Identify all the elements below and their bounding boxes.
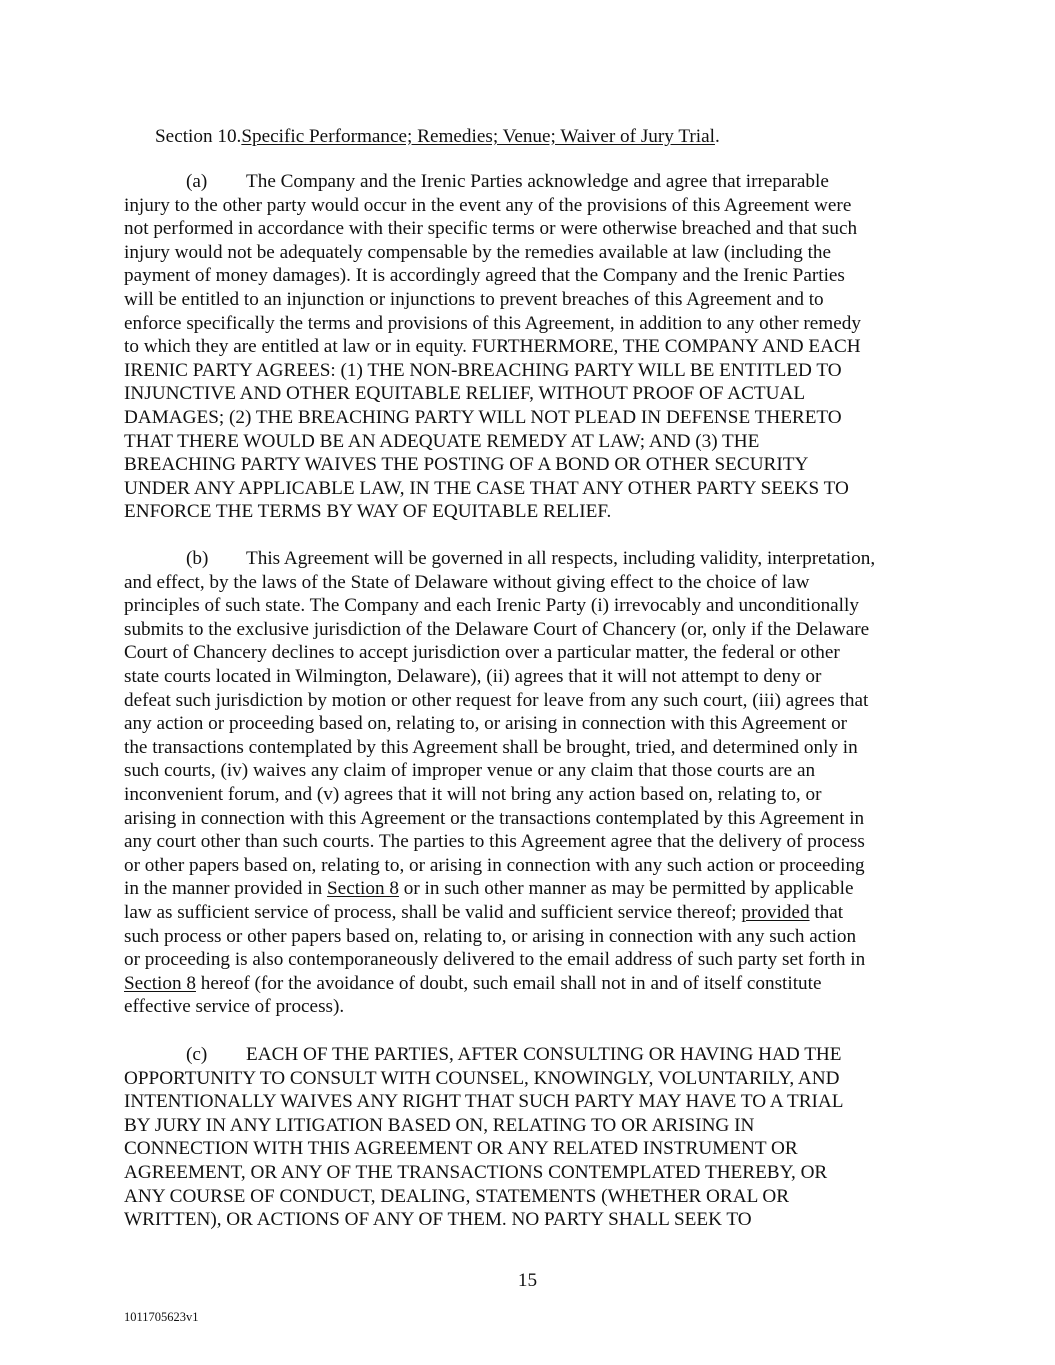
paragraph-a [124,170,934,524]
paragraph-line: to which they are entitled at law or in equity. FURTHERMORE, THE COMPANY AND EACH [124,336,861,358]
paragraph-label: (b) [186,548,209,569]
paragraph-line: law as sufficient service of process, shall be valid and sufficient service thereof; provided that [124,901,844,923]
paragraph-line: BREACHING PARTY WAIVES THE POSTING OF A BOND OR OTHER SECURITY [124,454,809,476]
paragraph-line: BY JURY IN ANY LITIGATION BASED ON, RELATING TO OR ARISING IN [124,1114,755,1136]
paragraph-line: ENFORCE THE TERMS BY WAY OF EQUITABLE RELIEF. [124,501,612,523]
paragraph-line: any court other than such courts. The parties to this Agreement agree that the delivery of process [124,831,865,853]
paragraph-line: state courts located in Wilmington, Delaware), (ii) agrees that it will not attempt to deny or [124,665,822,687]
paragraph-line: (b) This Agreement will be governed in all respects, including validity, interpretation, [186,548,876,569]
paragraph-line: such courts, (iv) waives any claim of improper venue or any claim that those courts are an [124,760,816,782]
paragraph-line: injury to the other party would occur in the event any of the provisions of this Agreement were [124,194,852,216]
paragraph-line: DAMAGES; (2) THE BREACHING PARTY WILL NOT PLEAD IN DEFENSE THERETO [124,406,842,428]
paragraph-line: injury would not be adequately compensable by the remedies available at law (including the [124,241,832,263]
paragraph-line: submits to the exclusive jurisdiction of the Delaware Court of Chancery (or, only if the Delaware [124,618,870,640]
section-title-period: . [714,126,720,147]
paragraph-line: IRENIC PARTY AGREES: (1) THE NON-BREACHING PARTY WILL BE ENTITLED TO [124,359,842,381]
paragraph-line: or proceeding is also contemporaneously delivered to the email address of such party set forth in [124,949,866,971]
paragraph-line: in the manner provided in Section 8 or in such other manner as may be permitted by applicable [124,878,854,900]
paragraph-line: not performed in accordance with their specific terms or were otherwise breached and that such [124,218,858,240]
paragraph-line: inconvenient forum, and (v) agrees that it will not bring any action based on, relating to, or [124,783,822,805]
document-id: 1011705623v1 [124,1310,199,1324]
paragraph-line: (c) EACH OF THE PARTIES, AFTER CONSULTING OR HAVING HAD THE [186,1044,842,1065]
section-title: Specific Performance; Remedies; Venue; Waiver of Jury Trial [241,126,715,147]
paragraph-line: WRITTEN), OR ACTIONS OF ANY OF THEM. NO PARTY SHALL SEEK TO [124,1209,752,1231]
paragraph-line: any action or proceeding based on, relating to, or arising in connection with this Agreement or [124,713,848,735]
paragraph-line: such process or other papers based on, relating to, or arising in connection with any such action [124,925,857,947]
paragraph-line: Court of Chancery declines to accept jurisdiction over a particular matter, the federal or other [124,642,840,664]
paragraph-label: (c) [186,1044,208,1065]
paragraph-line: payment of money damages). It is accordingly agreed that the Company and the Irenic Parties [124,265,845,287]
section-label: Section 10. [155,126,242,147]
paragraph-line: principles of such state. The Company and each Irenic Party (i) irrevocably and unconditionally [124,595,859,617]
paragraph-line: UNDER ANY APPLICABLE LAW, IN THE CASE THAT ANY OTHER PARTY SEEKS TO [124,477,849,499]
paragraph-line: (a) The Company and the Irenic Parties acknowledge and agree that irreparable [186,171,829,192]
paragraph-line: and effect, by the laws of the State of Delaware without giving effect to the choice of law [124,571,810,593]
provided-term: provided [741,901,810,923]
paragraph-c [124,1043,934,1232]
paragraph-line: CONNECTION WITH THIS AGREEMENT OR ANY RELATED INSTRUMENT OR [124,1138,798,1160]
paragraph-line: THAT THERE WOULD BE AN ADEQUATE REMEDY AT LAW; AND (3) THE [124,430,760,452]
paragraph-label: (a) [186,171,208,192]
paragraph-line: will be entitled to an injunction or injunctions to prevent breaches of this Agreement and to [124,288,824,310]
section-heading [155,125,720,149]
paragraph-line: ANY COURSE OF CONDUCT, DEALING, STATEMENTS (WHETHER ORAL OR [124,1185,790,1207]
paragraph-line: INTENTIONALLY WAIVES ANY RIGHT THAT SUCH PARTY MAY HAVE TO A TRIAL [124,1091,844,1113]
section-8-reference: Section 8 [124,972,196,994]
paragraph-line: enforce specifically the terms and provisions of this Agreement, in addition to any other remedy [124,312,861,334]
paragraph-line: or other papers based on, relating to, or arising in connection with any such action or proceeding [124,854,865,876]
paragraph-line: OPPORTUNITY TO CONSULT WITH COUNSEL, KNOWINGLY, VOLUNTARILY, AND [124,1067,840,1089]
paragraph-line: the transactions contemplated by this Agreement shall be brought, tried, and determined only in [124,736,858,758]
paragraph-line: INJUNCTIVE AND OTHER EQUITABLE RELIEF, WITHOUT PROOF OF ACTUAL [124,383,806,405]
paragraph-line: defeat such jurisdiction by motion or other request for leave from any such court, (iii) agrees that [124,689,869,711]
page-number: 15 [517,1270,538,1291]
paragraph-line: Section 8 hereof (for the avoidance of doubt, such email shall not in and of itself constitute [124,972,822,994]
paragraph-line: effective service of process). [124,996,345,1018]
paragraph-line: AGREEMENT, OR ANY OF THE TRANSACTIONS CONTEMPLATED THEREBY, OR [124,1161,828,1183]
section-8-reference: Section 8 [327,878,399,900]
paragraph-b [124,547,934,1019]
paragraph-line: arising in connection with this Agreement or the transactions contemplated by this Agreement in [124,807,865,829]
